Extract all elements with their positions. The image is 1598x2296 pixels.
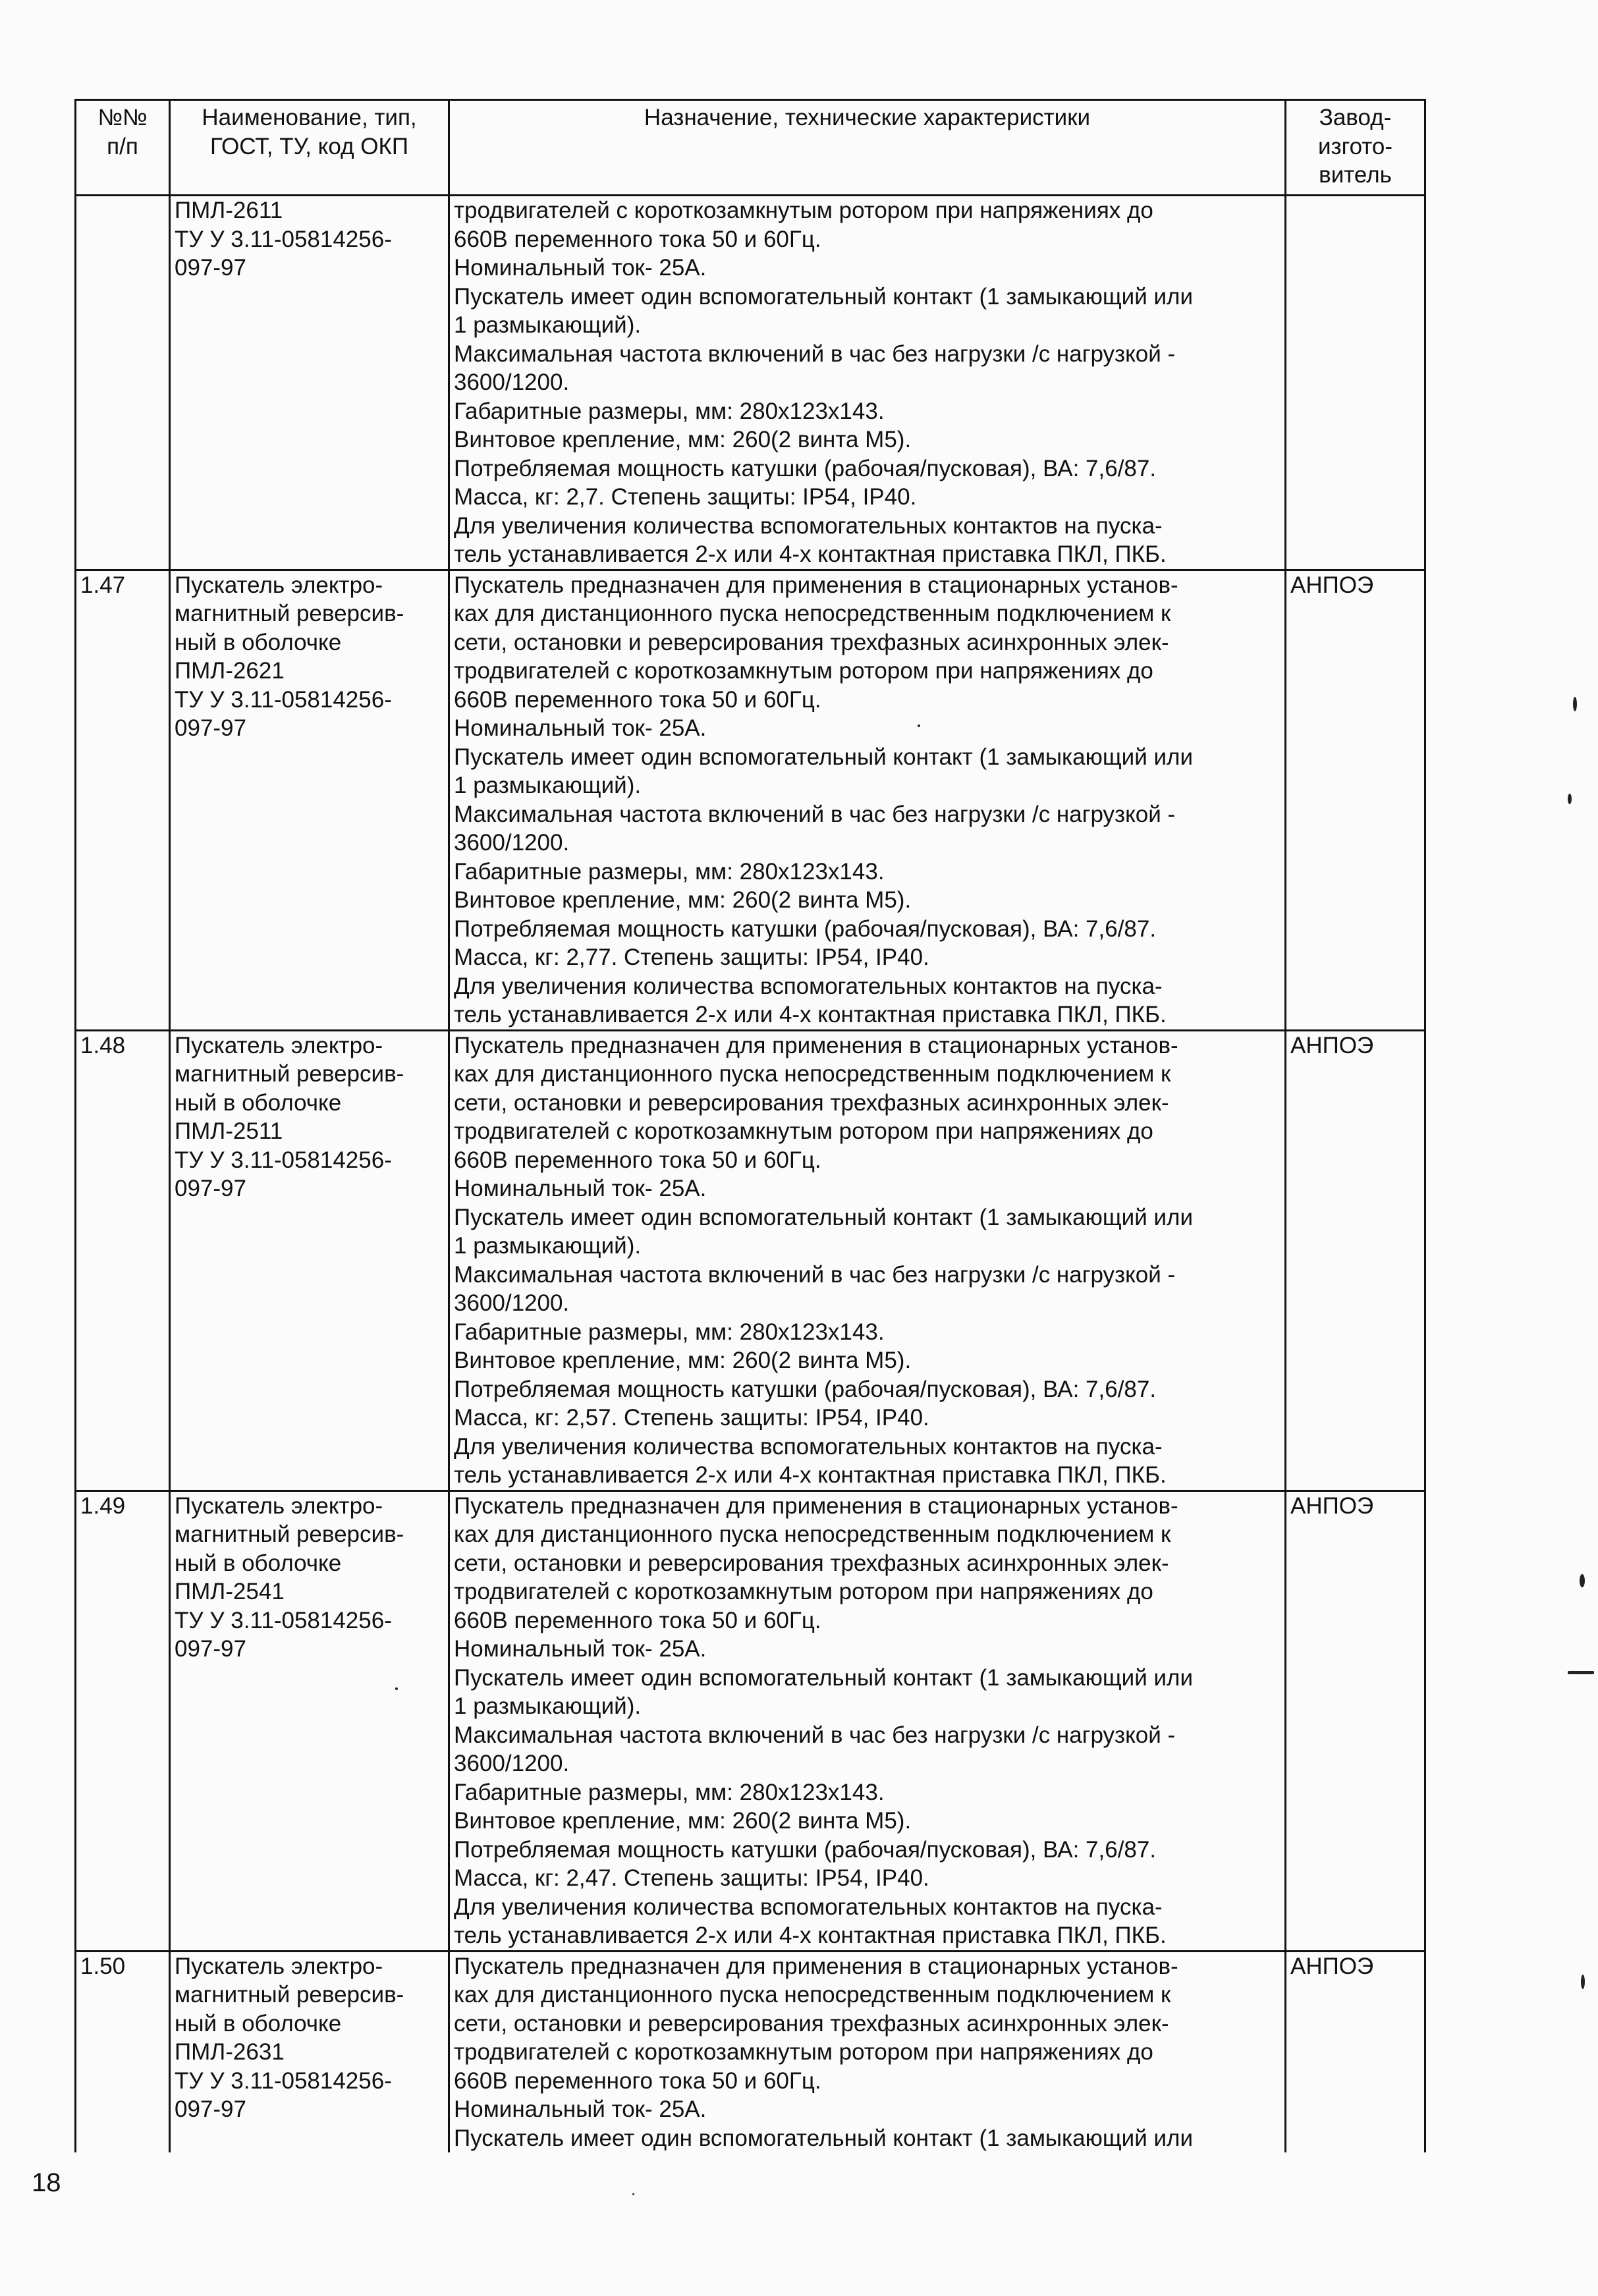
scan-speck xyxy=(1568,794,1572,804)
table-row xyxy=(76,196,1425,570)
item-description-line: Масса, кг: 2,47. Степень защиты: IP54, IP40. xyxy=(454,1865,929,1891)
item-description-line: Номинальный ток- 25А. xyxy=(454,2096,707,2122)
item-description-line: 660В переменного тока 50 и 60Гц. xyxy=(454,686,821,713)
item-description-line: 3600/1200. xyxy=(454,1751,570,1776)
item-number: 1.47 xyxy=(76,570,170,1030)
item-description-line: 3600/1200. xyxy=(454,369,570,395)
item-name-line: ный в оболочке xyxy=(175,2010,342,2036)
item-name-line: 097-97 xyxy=(175,1636,246,1662)
header-description xyxy=(449,100,1286,196)
specification-table xyxy=(74,99,1426,2152)
header-num-line: №№ xyxy=(97,105,148,130)
item-name-line: ПМЛ-2621 xyxy=(175,658,285,684)
item-description-line: Номинальный ток- 25А. xyxy=(454,1176,707,1201)
item-description-line: сети, остановки и реверсирования трехфазных асинхронных элек- xyxy=(454,629,1169,655)
item-description-line: Габаритные размеры, мм: 280х123х143. xyxy=(454,858,885,885)
header-name xyxy=(170,100,449,196)
item-description-line: Пускатель имеет один вспомогательный контакт (1 замыкающий или xyxy=(454,2125,1193,2151)
scan-speck xyxy=(1568,1671,1594,1674)
scan-speck xyxy=(918,724,920,727)
header-manufacturer-line: витель xyxy=(1319,162,1392,188)
item-description-line: тродвигателей с короткозамкнутым ротором при напряжениях до xyxy=(454,1118,1153,1144)
item-description xyxy=(449,196,1286,570)
item-name-line: Пускатель электро- xyxy=(175,572,383,598)
item-description-line: 1 размыкающий). xyxy=(454,1233,642,1259)
item-number: 1.48 xyxy=(76,1030,170,1490)
item-description-line: Пускатель имеет один вспомогательный контакт (1 замыкающий или xyxy=(454,283,1193,310)
item-description-line: 1 размыкающий). xyxy=(454,773,642,798)
item-name-line: ный в оболочке xyxy=(175,1089,342,1116)
scan-speck xyxy=(1581,1975,1585,1989)
header-description-line: Назначение, технические характеристики xyxy=(644,105,1091,130)
item-description-line: Габаритные размеры, мм: 280х123х143. xyxy=(454,1779,885,1805)
item-description-line: Винтовое крепление, мм: 260(2 винта М5). xyxy=(454,427,912,452)
item-description-line: тель устанавливается 2-х или 4-х контактная приставка ПКЛ, ПКБ. xyxy=(454,1462,1167,1488)
table-row xyxy=(76,570,1425,1030)
item-name-line: ТУ У 3.11-05814256- xyxy=(175,1607,392,1633)
item-number xyxy=(76,196,170,570)
item-description-line: 3600/1200. xyxy=(454,830,570,856)
item-description-line: Пускатель предназначен для применения в стационарных установ- xyxy=(454,572,1178,598)
item-description-line: Пускатель имеет один вспомогательный контакт (1 замыкающий или xyxy=(454,744,1193,770)
item-description-line: Потребляемая мощность катушки (рабочая/пусковая), ВА: 7,6/87. xyxy=(454,1836,1157,1863)
item-name-line: ПМЛ-2511 xyxy=(175,1118,283,1144)
item-name-line: магнитный реверсив- xyxy=(175,1521,404,1547)
item-description-line: Для увеличения количества вспомогательных контактов на пуска- xyxy=(454,1433,1163,1460)
item-name-line: Пускатель электро- xyxy=(175,1032,383,1058)
item-number: 1.49 xyxy=(76,1490,170,1951)
item-description-line: тель устанавливается 2-х или 4-х контактная приставка ПКЛ, ПКБ. xyxy=(454,541,1167,567)
item-description-line: тродвигателей с короткозамкнутым ротором при напряжениях до xyxy=(454,2039,1153,2065)
item-description-line: Винтовое крепление, мм: 260(2 винта М5). xyxy=(454,1348,912,1373)
item-description-line: Пускатель предназначен для применения в стационарных установ- xyxy=(454,1492,1178,1519)
item-description-line: Максимальная частота включений в час без нагрузки /с нагрузкой - xyxy=(454,341,1176,367)
header-manufacturer-line: изгото- xyxy=(1317,133,1393,159)
item-description-line: тель устанавливается 2-х или 4-х контактная приставка ПКЛ, ПКБ. xyxy=(454,1002,1167,1027)
item-name xyxy=(170,1490,449,1951)
item-description-line: Номинальный ток- 25А. xyxy=(454,1636,707,1662)
item-name-line: ТУ У 3.11-05814256- xyxy=(175,1147,392,1173)
item-name-line: ТУ У 3.11-05814256- xyxy=(175,226,392,252)
item-description-line: 660В переменного тока 50 и 60Гц. xyxy=(454,2067,821,2094)
item-manufacturer: АНПОЭ xyxy=(1286,570,1425,1030)
item-description xyxy=(449,1490,1286,1951)
item-name-line: 097-97 xyxy=(175,1176,246,1201)
item-description-line: Габаритные размеры, мм: 280х123х143. xyxy=(454,1319,885,1345)
item-name-line: 097-97 xyxy=(175,2096,246,2122)
item-name-line: 097-97 xyxy=(175,255,246,281)
item-description-line: Пускатель имеет один вспомогательный контакт (1 замыкающий или xyxy=(454,1664,1193,1691)
header-name-line: ГОСТ, ТУ, код ОКП xyxy=(209,133,408,159)
item-description-line: Для увеличения количества вспомогательных контактов на пуска- xyxy=(454,1894,1163,1920)
table-row xyxy=(76,1490,1425,1951)
item-description-line: тродвигателей с короткозамкнутым ротором при напряжениях до xyxy=(454,658,1153,684)
item-description-line: Пускатель предназначен для применения в стационарных установ- xyxy=(454,1953,1178,1979)
item-name-line: ТУ У 3.11-05814256- xyxy=(175,2067,392,2094)
item-description-line: Масса, кг: 2,7. Степень защиты: IP54, IP40. xyxy=(454,484,917,510)
item-name xyxy=(170,196,449,570)
item-description-line: Масса, кг: 2,77. Степень защиты: IP54, IP40. xyxy=(454,944,929,970)
item-description-line: 660В переменного тока 50 и 60Гц. xyxy=(454,1147,821,1173)
item-description-line: Максимальная частота включений в час без нагрузки /с нагрузкой - xyxy=(454,801,1176,827)
item-name-line: ПМЛ-2611 xyxy=(175,198,283,223)
item-description-line: сети, остановки и реверсирования трехфазных асинхронных элек- xyxy=(454,1089,1169,1116)
item-description-line: 660В переменного тока 50 и 60Гц. xyxy=(454,1607,821,1633)
item-description-line: 3600/1200. xyxy=(454,1290,570,1316)
item-name-line: ный в оболочке xyxy=(175,629,342,655)
item-description-line: ках для дистанционного пуска непосредственным подключением к xyxy=(454,601,1171,626)
item-description-line: Масса, кг: 2,57. Степень защиты: IP54, IP40. xyxy=(454,1405,929,1431)
item-name xyxy=(170,1951,449,2152)
item-description-line: Для увеличения количества вспомогательных контактов на пуска- xyxy=(454,973,1163,999)
item-description-line: Для увеличения количества вспомогательных контактов на пуска- xyxy=(454,512,1163,539)
item-name-line: Пускатель электро- xyxy=(175,1492,383,1519)
item-description-line: тродвигателей с короткозамкнутым ротором при напряжениях до xyxy=(454,198,1153,223)
item-description-line: 660В переменного тока 50 и 60Гц. xyxy=(454,226,821,252)
header-num xyxy=(76,100,170,196)
scan-speck xyxy=(632,2193,634,2195)
item-description-line: тель устанавливается 2-х или 4-х контактная приставка ПКЛ, ПКБ. xyxy=(454,1923,1167,1948)
item-description-line: Номинальный ток- 25А. xyxy=(454,255,707,281)
item-number: 1.50 xyxy=(76,1951,170,2152)
item-description-line: Винтовое крепление, мм: 260(2 винта М5). xyxy=(454,1808,912,1834)
scan-speck xyxy=(1580,1574,1585,1587)
scan-speck xyxy=(1573,697,1577,711)
table-header-row xyxy=(76,100,1425,196)
item-name-line: Пускатель электро- xyxy=(175,1953,383,1979)
item-description-line: Винтовое крепление, мм: 260(2 винта М5). xyxy=(454,887,912,913)
header-manufacturer-line: Завод- xyxy=(1319,105,1392,130)
item-manufacturer xyxy=(1286,196,1425,570)
item-name-line: магнитный реверсив- xyxy=(175,1982,404,2008)
item-manufacturer: АНПОЭ xyxy=(1286,1030,1425,1490)
item-description xyxy=(449,1030,1286,1490)
item-description-line: Потребляемая мощность катушки (рабочая/пусковая), ВА: 7,6/87. xyxy=(454,455,1157,481)
item-description-line: сети, остановки и реверсирования трехфазных асинхронных элек- xyxy=(454,2010,1169,2036)
item-name-line: магнитный реверсив- xyxy=(175,601,404,626)
item-description-line: ках для дистанционного пуска непосредственным подключением к xyxy=(454,1521,1171,1547)
item-description-line: 1 размыкающий). xyxy=(454,1693,642,1719)
table-row xyxy=(76,1030,1425,1490)
item-description-line: тродвигателей с короткозамкнутым ротором при напряжениях до xyxy=(454,1579,1153,1604)
header-name-line: Наименование, тип, xyxy=(202,105,417,130)
item-name-line: ТУ У 3.11-05814256- xyxy=(175,686,392,713)
header-manufacturer xyxy=(1286,100,1425,196)
item-manufacturer: АНПОЭ xyxy=(1286,1951,1425,2152)
item-name-line: ПМЛ-2541 xyxy=(175,1579,285,1604)
item-description-line: 1 размыкающий). xyxy=(454,312,642,338)
item-description-line: Пускатель имеет один вспомогательный контакт (1 замыкающий или xyxy=(454,1204,1193,1230)
item-name-line: магнитный реверсив- xyxy=(175,1061,404,1087)
item-name xyxy=(170,570,449,1030)
item-description-line: сети, остановки и реверсирования трехфазных асинхронных элек- xyxy=(454,1550,1169,1576)
item-name-line: 097-97 xyxy=(175,715,246,741)
item-description-line: Пускатель предназначен для применения в стационарных установ- xyxy=(454,1032,1178,1058)
item-description-line: Габаритные размеры, мм: 280х123х143. xyxy=(454,398,885,424)
item-description-line: Номинальный ток- 25А. xyxy=(454,715,707,741)
item-name-line: ный в оболочке xyxy=(175,1550,342,1576)
header-num-line: п/п xyxy=(107,133,138,159)
item-name xyxy=(170,1030,449,1490)
item-description-line: Максимальная частота включений в час без нагрузки /с нагрузкой - xyxy=(454,1722,1176,1748)
page-number: 18 xyxy=(32,2168,61,2197)
item-description-line: ках для дистанционного пуска непосредственным подключением к xyxy=(454,1061,1171,1087)
item-description xyxy=(449,1951,1286,2152)
table-row xyxy=(76,1951,1425,2152)
item-description-line: Потребляемая мощность катушки (рабочая/пусковая), ВА: 7,6/87. xyxy=(454,916,1157,942)
item-manufacturer: АНПОЭ xyxy=(1286,1490,1425,1951)
item-description-line: Потребляемая мощность катушки (рабочая/пусковая), ВА: 7,6/87. xyxy=(454,1376,1157,1402)
item-description xyxy=(449,570,1286,1030)
item-description-line: Максимальная частота включений в час без нагрузки /с нагрузкой - xyxy=(454,1261,1176,1288)
item-description-line: ках для дистанционного пуска непосредственным подключением к xyxy=(454,1982,1171,2008)
scan-speck xyxy=(395,1687,398,1690)
item-name-line: ПМЛ-2631 xyxy=(175,2039,285,2065)
